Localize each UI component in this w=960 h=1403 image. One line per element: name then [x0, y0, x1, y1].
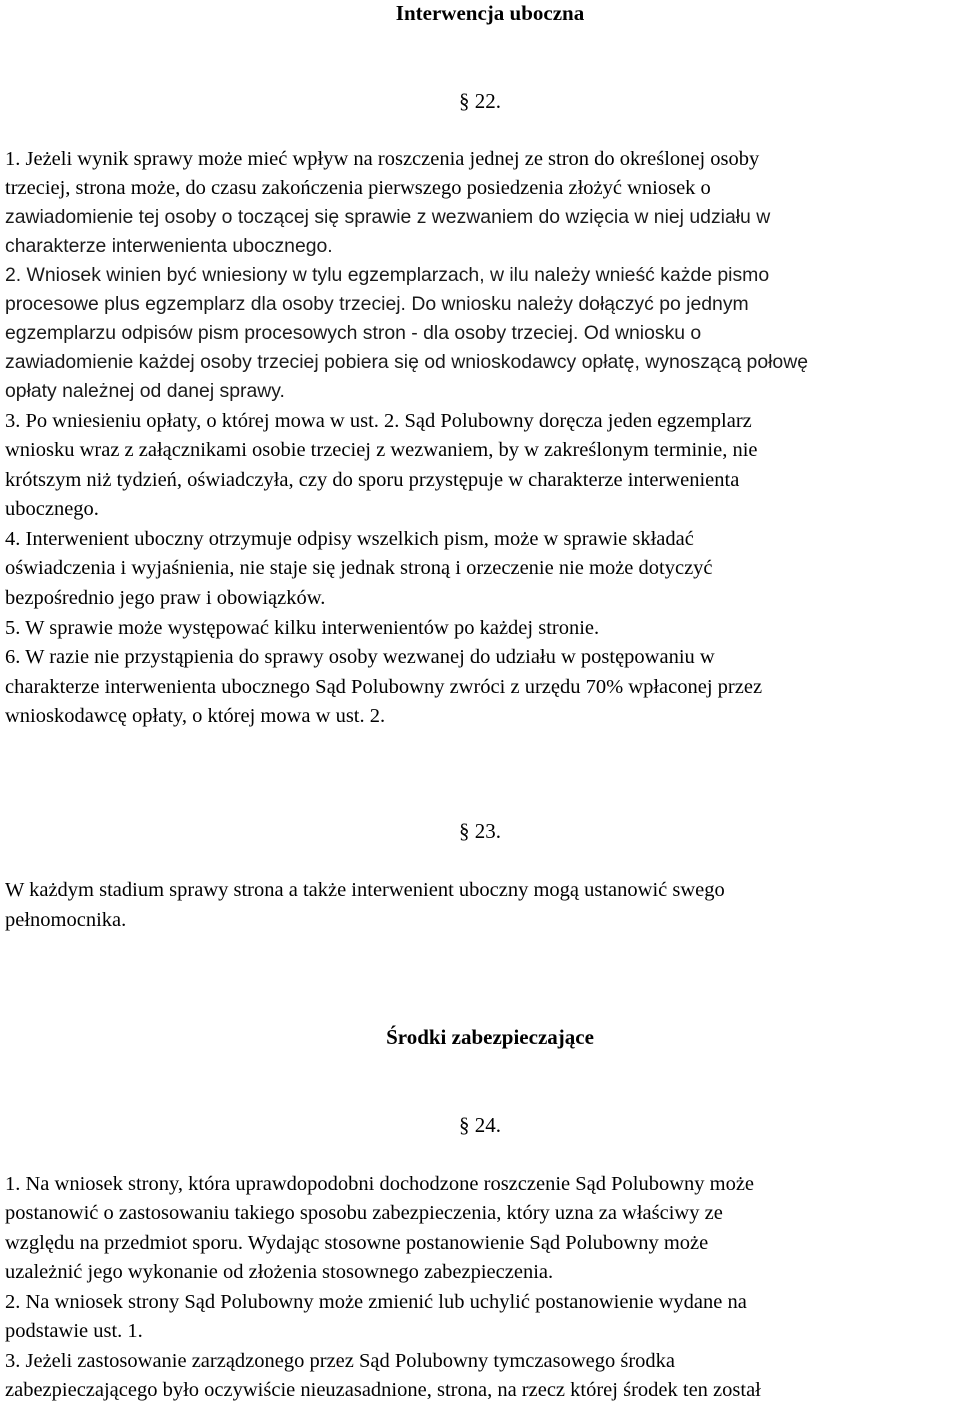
- text-line: zabezpieczającego było oczywiście nieuzasadnione, strona, na rzecz której środek ten został: [5, 1379, 761, 1401]
- text-line: 2. Na wniosek strony Sąd Polubowny może zmienić lub uchylić postanowienie wydane na: [5, 1291, 747, 1313]
- text-line: ubocznego.: [5, 498, 99, 520]
- text-line: 1. Na wniosek strony, która uprawdopodobni dochodzone roszczenie Sąd Polubowny może: [5, 1173, 755, 1195]
- text-line: 3. Po wniesieniu opłaty, o której mowa w ust. 2. Sąd Polubowny doręcza jeden egzemplarz: [5, 410, 752, 432]
- heading-interwencja-uboczna: Interwencja uboczna: [395, 1, 585, 25]
- text-line: wnioskodawcę opłaty, o której mowa w ust. 2.: [5, 705, 386, 727]
- text-line: bezpośrednio jego praw i obowiązków.: [5, 587, 326, 609]
- text-line: oświadczenia i wyjaśnienia, nie staje się jednak stroną i orzeczenie nie może dotyczyć: [5, 557, 713, 579]
- text-line: zawiadomienie każdej osoby trzeciej pobiera się od wnioskodawcy opłatę, wynoszącą połowę: [5, 351, 808, 373]
- section-23-number: § 23.: [459, 819, 501, 843]
- text-line: zawiadomienie tej osoby o toczącej się sprawie z wezwaniem do wzięcia w niej udziału w: [5, 206, 771, 228]
- section-22-number: § 22.: [459, 89, 501, 113]
- text-line: 1. Jeżeli wynik sprawy może mieć wpływ na roszczenia jednej ze stron do określonej osoby: [5, 148, 760, 170]
- text-line: 5. W sprawie może występować kilku interwenientów po każdej stronie.: [5, 617, 600, 639]
- text-line: W każdym stadium sprawy strona a także interwenient uboczny mogą ustanowić swego: [5, 879, 725, 901]
- text-line: trzeciej, strona może, do czasu zakończenia pierwszego posiedzenia złożyć wniosek o: [5, 177, 711, 199]
- text-line: charakterze interwenienta ubocznego.: [5, 235, 333, 257]
- text-line: 4. Interwenient uboczny otrzymuje odpisy wszelkich pism, może w sprawie składać: [5, 528, 694, 550]
- text-line: pełnomocnika.: [5, 909, 127, 931]
- text-line: krótszym niż tydzień, oświadczyła, czy do sporu przystępuje w charakterze interwenienta: [5, 469, 740, 491]
- text-line: 2. Wniosek winien być wniesiony w tylu egzemplarzach, w ilu należy wnieść każde pismo: [5, 264, 770, 286]
- section-24-number: § 24.: [459, 1113, 501, 1137]
- text-line: uzależnić jego wykonanie od złożenia stosownego zabezpieczenia.: [5, 1261, 554, 1283]
- text-line: względu na przedmiot sporu. Wydając stosowne postanowienie Sąd Polubowny może: [5, 1232, 709, 1254]
- text-line: 3. Jeżeli zastosowanie zarządzonego przez Sąd Polubowny tymczasowego środka: [5, 1350, 676, 1372]
- text-line: postanowić o zastosowaniu takiego sposobu zabezpieczenia, który uzna za właściwy ze: [5, 1202, 723, 1224]
- text-line: charakterze interwenienta ubocznego Sąd Polubowny zwróci z urzędu 70% wpłaconej przez: [5, 676, 763, 698]
- text-line: opłaty należnej od danej sprawy.: [5, 380, 285, 402]
- text-line: 6. W razie nie przystąpienia do sprawy osoby wezwanej do udziału w postępowaniu w: [5, 646, 715, 668]
- heading-srodki-zabezpieczajace: Środki zabezpieczające: [386, 1025, 594, 1049]
- text-line: procesowe plus egzemplarz dla osoby trzeciej. Do wniosku należy dołączyć po jednym: [5, 293, 749, 315]
- text-line: wniosku wraz z załącznikami osobie trzeciej z wezwaniem, by w zakreślonym terminie, nie: [5, 439, 758, 461]
- text-line: egzemplarzu odpisów pism procesowych stron - dla osoby trzeciej. Od wniosku o: [5, 322, 702, 344]
- text-line: podstawie ust. 1.: [5, 1320, 143, 1342]
